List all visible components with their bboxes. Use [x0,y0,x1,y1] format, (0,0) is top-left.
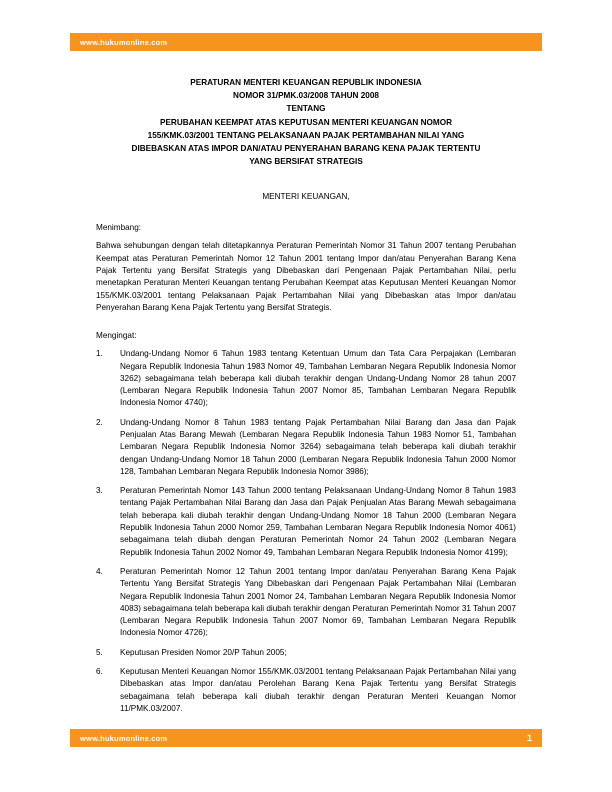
title-line-5: 155/KMK.03/2001 TENTANG PELAKSANAAN PAJAK PERTAMBAHAN NILAI YANG [147,130,465,140]
list-item-text: Undang-Undang Nomor 8 Tahun 1983 tentang Pajak Pertambahan Nilai Barang dan Jasa dan Pajak Penjualan Atas Barang Mewah (Lembaran Negara Republik Indonesia Tahun 1983 Nomor 51, Tambahan Lembaran Negara Republik Indonesia Nomor 3264) sebagaimana telah beberapa kali diubah terakhir dengan Undang-Undang Nomor 18 Tahun 2000 (Lembaran Negara Republik Indonesia Tahun 2000 Nomor 128, Tambahan Lembaran Negara Republik Indonesia Nomor 3986); [120,417,516,476]
title-line-3: TENTANG [286,104,326,114]
list-item [96,647,516,659]
list-item [96,566,516,640]
list-item [96,417,516,478]
menimbang-label: Menimbang: [96,223,142,233]
header-bar [70,33,542,51]
footer-brand: www.hukumonline.com [80,733,168,743]
list-item-text: Peraturan Pemerintah Nomor 12 Tahun 2001 tentang Impor dan/atau Penyerahan Barang Kena Pajak Tertentu Yang Bersifat Strategis Yang Dibebaskan dari Pengenaan Pajak Pertambahan Nilai (Lembaran Negara Republik Indonesia Tahun 2001 Nomor 24, Tambahan Lembaran Negara Republik Indonesia Nomor 4083) sebagaimana telah beberapa kali diubah terakhir dengan Peraturan Pemerintah Nomor 31 Tahun 2007 (Lembaran Negara Republik Indonesia Tahun 2007 Nomor 69, Tambahan Lembaran Negara Republik Indonesia Nomor 4726); [120,566,516,638]
document-content [96,76,516,746]
document-title [96,76,516,168]
title-line-6: DIBEBASKAN ATAS IMPOR DAN/ATAU PENYERAHAN BARANG KENA PAJAK TERTENTU [131,144,481,154]
mengingat-label: Mengingat: [96,331,137,341]
list-item-text: Peraturan Pemerintah Nomor 143 Tahun 2000 tentang Pelaksanaan Undang-Undang Nomor 8 Tahun 1983 tentang Pajak Pertambahan Nilai Barang dan Jasa dan Pajak Penjualan Atas Barang Mewah sebagaimana telah beberapa kali diubah terakhir dengan Undang-Undang Nomor 18 Tahun 2000 (Lembaran Negara Republik Indonesia Tahun 2000 Nomor 259, Tambahan Lembaran Negara Republik Indonesia Nomor 4061) sebagaimana telah diubah dengan Peraturan Pemerintah Nomor 24 Tahun 2002 (Lembaran Negara Republik Indonesia Tahun 2002 Nomor 49, Tambahan Lembaran Negara Republik Indonesia Nomor 4199); [120,486,516,557]
title-line-4: PERUBAHAN KEEMPAT ATAS KEPUTUSAN MENTERI KEUANGAN NOMOR [159,117,453,127]
list-item [96,348,516,409]
title-line-2: NOMOR 31/PMK.03/2008 TAHUN 2008 [233,91,379,101]
header-brand: www.hukumonline.com [80,37,168,47]
page-number: 1 [526,733,532,743]
addressee: MENTERI KEUANGAN, [262,192,350,202]
list-item [96,666,516,715]
list-item-number: 6. [96,667,103,677]
footer-bar [70,729,542,747]
list-item-number: 1. [96,349,103,359]
list-item-text: Keputusan Presiden Nomor 20/P Tahun 2005; [120,647,287,657]
title-line-7: YANG BERSIFAT STRATEGIS [249,157,363,167]
menimbang-text: Bahwa sehubungan dengan telah ditetapkannya Peraturan Pemerintah Nomor 31 Tahun 2007 tentang Perubahan Keempat atas Peraturan Pemerintah Nomor 12 Tahun 2001 tentang Impor dan/atau Penyerahan Barang Kena Pajak Tertentu yang Bersifat Strategis yang Dibebaskan dari Pengenaan Pajak Pertambahan Nilai, perlu menetapkan Peraturan Menteri Keuangan tentang Perubahan Keempat atas Keputusan Menteri Keuangan Nomor 155/KMK.03/2001 tentang Pelaksanaan Pajak Pertambahan Nilai yang Dibebaskan atas Impor dan/atau Penyerahan Barang Kena Pajak Tertentu yang Bersifat Strategis. [96,241,516,312]
list-item-text: Keputusan Menteri Keuangan Nomor 155/KMK.03/2001 tentang Pelaksanaan Pajak Pertambahan Nilai yang Dibebaskan atas Impor dan/atau Perolehan Barang Kena Pajak Tertentu yang Bersifat Strategis sebagaimana telah beberapa kali diubah terakhir dengan Peraturan Menteri Keuangan Nomor 11/PMK.03/2007. [120,667,516,713]
list-item-number: 3. [96,486,103,496]
list-item-number: 5. [96,647,103,657]
list-item-number: 2. [96,417,103,427]
list-item-text: Undang-Undang Nomor 6 Tahun 1983 tentang Ketentuan Umum dan Tata Cara Perpajakan (Lembaran Negara Republik Indonesia Tahun 1983 Nomor 49, Tambahan Lembaran Negara Republik Indonesia Nomor 3262) sebagaimana telah beberapa kali diubah terakhir dengan Undang-Undang Nomor 28 tahun 2007 (Lembaran Negara Republik Indonesia Tahun 2007 Nomor 85, Tambahan Lembaran Negara Republik Indonesia Nomor 4740); [120,349,516,408]
title-line-1: PERATURAN MENTERI KEUANGAN REPUBLIK INDONESIA [190,78,422,87]
mengingat-list [96,348,516,715]
list-item-number: 4. [96,566,103,576]
list-item [96,485,516,559]
